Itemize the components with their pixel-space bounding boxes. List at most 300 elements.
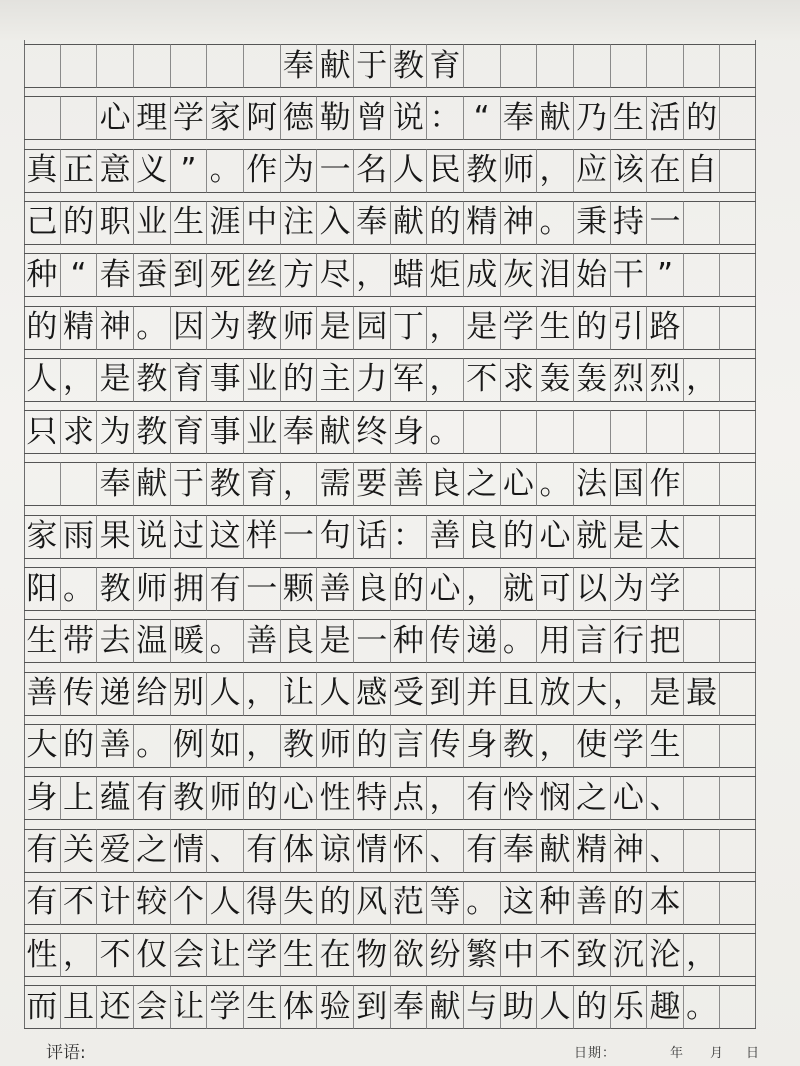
grid-row	[24, 724, 756, 768]
grid-cell: ，	[281, 462, 318, 506]
grid-cell: 验	[317, 985, 354, 1029]
grid-cell: 教	[171, 776, 208, 820]
grid-cell: 己	[24, 201, 61, 245]
grid-cell	[501, 410, 538, 454]
grid-cell	[720, 149, 756, 193]
grid-cell: 曾	[354, 96, 391, 140]
grid-cell: 物	[354, 933, 391, 977]
grid-cell: 较	[134, 881, 171, 925]
grid-cell: 一	[354, 619, 391, 663]
grid-cell: 意	[97, 149, 134, 193]
grid-cell: 善	[317, 567, 354, 611]
grid-cell	[684, 776, 721, 820]
grid-cell: 学	[501, 306, 538, 350]
grid-cell: ，	[61, 933, 98, 977]
grid-cell: 献	[134, 462, 171, 506]
grid-cell: 是	[611, 515, 648, 559]
grid-cell: 就	[501, 567, 538, 611]
grid-cell: 、	[647, 776, 684, 820]
grid-cell: 计	[97, 881, 134, 925]
grid-cell: 业	[134, 201, 171, 245]
grid-cell: 炬	[427, 253, 464, 297]
grid-cell: 奉	[501, 829, 538, 873]
grid-cell: 暖	[171, 619, 208, 663]
grid-cell: 为	[281, 149, 318, 193]
grid-cell: 奉	[354, 201, 391, 245]
grid-cell: 教	[134, 358, 171, 402]
grid-cell	[720, 462, 756, 506]
grid-cell: 。	[207, 149, 244, 193]
grid-cell: ”	[647, 253, 684, 297]
year-label: 年	[670, 1046, 685, 1061]
grid-cell	[720, 96, 756, 140]
grid-cell: 事	[207, 358, 244, 402]
grid-cell: 献	[537, 96, 574, 140]
grid-cell: 有	[464, 776, 501, 820]
grid-cell	[684, 567, 721, 611]
grid-cell: 的	[281, 358, 318, 402]
grid-cell: 成	[464, 253, 501, 297]
grid-cell: 业	[244, 358, 281, 402]
grid-cell: 、	[427, 829, 464, 873]
grid-cell: 别	[171, 672, 208, 716]
grid-cell	[24, 96, 61, 140]
grid-cell: 、	[647, 829, 684, 873]
grid-cell: 业	[244, 410, 281, 454]
grid-row	[24, 462, 756, 506]
grid-cell: 之	[134, 829, 171, 873]
grid-cell: 献	[317, 44, 354, 88]
grid-cell: 作	[244, 149, 281, 193]
grid-cell: 有	[244, 829, 281, 873]
grid-cell: 把	[647, 619, 684, 663]
grid-cell: 失	[281, 881, 318, 925]
grid-cell	[61, 462, 98, 506]
grid-cell: 之	[464, 462, 501, 506]
grid-row	[24, 96, 756, 140]
grid-cell: 的	[244, 776, 281, 820]
grid-cell	[684, 462, 721, 506]
grid-cell: 献	[317, 410, 354, 454]
grid-cell: ，	[354, 253, 391, 297]
grid-cell	[97, 44, 134, 88]
grid-cell	[24, 462, 61, 506]
grid-cell: 谅	[317, 829, 354, 873]
grid-cell: 传	[61, 672, 98, 716]
grid-row	[24, 201, 756, 245]
grid-cell	[537, 410, 574, 454]
grid-cell: 善	[391, 462, 428, 506]
grid-cell: 、	[207, 829, 244, 873]
grid-cell: 范	[391, 881, 428, 925]
grid-cell: 师	[207, 776, 244, 820]
grid-cell	[684, 306, 721, 350]
grid-cell: 学	[647, 567, 684, 611]
grid-cell: 为	[97, 410, 134, 454]
grid-cell: 雨	[61, 515, 98, 559]
grid-cell: 教	[97, 567, 134, 611]
grid-cell: 人	[537, 985, 574, 1029]
grid-cell: ，	[244, 724, 281, 768]
grid-cell	[171, 44, 208, 88]
grid-cell: 是	[647, 672, 684, 716]
grid-cell: 奉	[391, 985, 428, 1029]
grid-cell: 之	[574, 776, 611, 820]
grid-cell: 助	[501, 985, 538, 1029]
grid-cell: 。	[207, 619, 244, 663]
grid-cell: ，	[427, 358, 464, 402]
grid-cell: 点	[391, 776, 428, 820]
grid-row	[24, 776, 756, 820]
grid-cell: ，	[61, 358, 98, 402]
grid-cell: 的	[354, 724, 391, 768]
grid-cell	[134, 44, 171, 88]
grid-cell: 且	[61, 985, 98, 1029]
grid-cell	[720, 724, 756, 768]
grid-cell: 个	[171, 881, 208, 925]
grid-cell: ”	[171, 149, 208, 193]
grid-cell: 种	[24, 253, 61, 297]
grid-cell: 句	[317, 515, 354, 559]
grid-cell: 注	[281, 201, 318, 245]
grid-cell: 。	[134, 306, 171, 350]
grid-cell: 主	[317, 358, 354, 402]
grid-cell: 奉	[501, 96, 538, 140]
grid-cell: 还	[97, 985, 134, 1029]
grid-cell: 园	[354, 306, 391, 350]
grid-cell: 使	[574, 724, 611, 768]
month-label: 月	[710, 1046, 725, 1061]
grid-cell: 的	[684, 96, 721, 140]
grid-cell: ，	[244, 672, 281, 716]
grid-cell: 颗	[281, 567, 318, 611]
grid-cell: 不	[97, 933, 134, 977]
grid-cell: 死	[207, 253, 244, 297]
grid-cell: 过	[171, 515, 208, 559]
grid-cell	[684, 724, 721, 768]
grid-cell: 的	[24, 306, 61, 350]
grid-cell	[207, 44, 244, 88]
grid-cell	[611, 44, 648, 88]
grid-cell: 去	[97, 619, 134, 663]
grid-cell: 持	[611, 201, 648, 245]
grid-cell: 教	[281, 724, 318, 768]
grid-cell: 教	[464, 149, 501, 193]
grid-cell: 精	[61, 306, 98, 350]
grid-cell: 民	[427, 149, 464, 193]
grid-cell	[720, 829, 756, 873]
grid-row	[24, 567, 756, 611]
grid-cell: 家	[207, 96, 244, 140]
grid-cell: 繁	[464, 933, 501, 977]
grid-cell: 是	[97, 358, 134, 402]
grid-cell: 行	[611, 619, 648, 663]
grid-cell: 法	[574, 462, 611, 506]
grid-cell: 生	[647, 724, 684, 768]
grid-cell: 不	[464, 358, 501, 402]
grid-cell: 。	[537, 462, 574, 506]
grid-cell: 献	[537, 829, 574, 873]
grid-cell: 于	[354, 44, 391, 88]
grid-cell: 良	[281, 619, 318, 663]
grid-cell: 有	[24, 829, 61, 873]
grid-cell: 而	[24, 985, 61, 1029]
grid-cell: “	[61, 253, 98, 297]
grid-cell: 会	[171, 933, 208, 977]
grid-cell: 言	[391, 724, 428, 768]
grid-cell: 神	[501, 201, 538, 245]
grid-cell: 传	[427, 619, 464, 663]
grid-cell: 有	[207, 567, 244, 611]
grid-cell: 入	[317, 201, 354, 245]
grid-cell: 勒	[317, 96, 354, 140]
grid-cell: 放	[537, 672, 574, 716]
grid-cell: 是	[317, 619, 354, 663]
grid-cell: 路	[647, 306, 684, 350]
grid-cell: 与	[464, 985, 501, 1029]
grid-cell: 良	[354, 567, 391, 611]
grid-cell: 到	[171, 253, 208, 297]
grid-cell: 沦	[647, 933, 684, 977]
grid-cell: 人	[317, 672, 354, 716]
grid-cell: 性	[24, 933, 61, 977]
grid-row	[24, 619, 756, 663]
grid-cell: 的	[61, 201, 98, 245]
grid-cell: 生	[611, 96, 648, 140]
grid-cell: 求	[501, 358, 538, 402]
grid-cell: 。	[464, 881, 501, 925]
grid-cell: 师	[281, 306, 318, 350]
grid-cell: 学	[244, 933, 281, 977]
grid-cell: 中	[244, 201, 281, 245]
grid-cell: 趣	[647, 985, 684, 1029]
grid-cell: 学	[207, 985, 244, 1029]
grid-cell: 到	[354, 985, 391, 1029]
grid-cell: 善	[24, 672, 61, 716]
grid-cell: 在	[647, 149, 684, 193]
grid-cell	[720, 201, 756, 245]
grid-cell: 爱	[97, 829, 134, 873]
grid-row	[24, 985, 756, 1029]
grid-cell: 正	[61, 149, 98, 193]
grid-cell	[244, 44, 281, 88]
grid-cell: 如	[207, 724, 244, 768]
grid-row	[24, 881, 756, 925]
grid-cell: 学	[171, 96, 208, 140]
grid-cell: 秉	[574, 201, 611, 245]
grid-cell: 善	[574, 881, 611, 925]
grid-cell: 就	[574, 515, 611, 559]
grid-cell: 活	[647, 96, 684, 140]
grid-cell: 教	[134, 410, 171, 454]
grid-cell: 沉	[611, 933, 648, 977]
grid-cell: 蕴	[97, 776, 134, 820]
grid-cell: 求	[61, 410, 98, 454]
grid-cell: 奉	[97, 462, 134, 506]
day-label: 日	[746, 1046, 761, 1061]
grid-cell: 教	[207, 462, 244, 506]
grid-cell: 乐	[611, 985, 648, 1029]
grid-cell: 神	[611, 829, 648, 873]
grid-cell: 为	[207, 306, 244, 350]
grid-cell	[61, 44, 98, 88]
grid-row	[24, 933, 756, 977]
grid-cell: 的	[574, 306, 611, 350]
grid-cell: 力	[354, 358, 391, 402]
grid-cell	[720, 515, 756, 559]
grid-cell: 身	[464, 724, 501, 768]
grid-cell: 为	[611, 567, 648, 611]
grid-cell: 并	[464, 672, 501, 716]
grid-cell: ，	[684, 933, 721, 977]
grid-cell: 用	[537, 619, 574, 663]
grid-cell: 例	[171, 724, 208, 768]
grid-cell: 人	[391, 149, 428, 193]
grid-cell: 本	[647, 881, 684, 925]
grid-cell: 这	[207, 515, 244, 559]
grid-row	[24, 306, 756, 350]
grid-cell: 情	[171, 829, 208, 873]
grid-cell	[501, 44, 538, 88]
grid-cell: 说	[134, 515, 171, 559]
grid-cell: 让	[207, 933, 244, 977]
date-label: 日期：	[574, 1046, 617, 1061]
grid-cell: 种	[391, 619, 428, 663]
grid-cell: 心	[501, 462, 538, 506]
grid-cell: 学	[611, 724, 648, 768]
grid-cell: 义	[134, 149, 171, 193]
grid-cell: 中	[501, 933, 538, 977]
grid-cell: 献	[427, 985, 464, 1029]
grid-cell	[720, 410, 756, 454]
grid-cell: 言	[574, 619, 611, 663]
grid-cell: 乃	[574, 96, 611, 140]
grid-cell: 可	[537, 567, 574, 611]
grid-cell: 身	[24, 776, 61, 820]
grid-cell: 有	[134, 776, 171, 820]
grid-cell	[684, 619, 721, 663]
grid-cell	[720, 253, 756, 297]
grid-cell: 生	[171, 201, 208, 245]
grid-cell: 纷	[427, 933, 464, 977]
grid-cell: ：	[391, 515, 428, 559]
grid-cell: 话	[354, 515, 391, 559]
grid-cell: “	[464, 96, 501, 140]
grid-cell: 一	[317, 149, 354, 193]
sheet-footer	[0, 1034, 800, 1066]
grid-cell: 育	[244, 462, 281, 506]
grid-cell: 育	[427, 44, 464, 88]
grid-cell: 。	[61, 567, 98, 611]
grid-row	[24, 515, 756, 559]
grid-cell	[464, 44, 501, 88]
grid-cell: 体	[281, 829, 318, 873]
grid-cell: 因	[171, 306, 208, 350]
grid-cell: 人	[24, 358, 61, 402]
grid-cell	[574, 410, 611, 454]
grid-row	[24, 410, 756, 454]
grid-cell: 种	[537, 881, 574, 925]
grid-cell: 样	[244, 515, 281, 559]
grid-cell	[720, 306, 756, 350]
grid-cell: 。	[427, 410, 464, 454]
grid-cell: 终	[354, 410, 391, 454]
grid-cell: 心	[611, 776, 648, 820]
grid-cell: ，	[684, 358, 721, 402]
grid-cell: 烈	[611, 358, 648, 402]
grid-cell: 拥	[171, 567, 208, 611]
grid-cell: 特	[354, 776, 391, 820]
grid-cell: 干	[611, 253, 648, 297]
grid-cell: 的	[501, 515, 538, 559]
grid-cell: 的	[391, 567, 428, 611]
grid-cell: 的	[317, 881, 354, 925]
grid-cell: 一	[647, 201, 684, 245]
grid-cell: 太	[647, 515, 684, 559]
grid-cell	[684, 253, 721, 297]
grid-cell: 涯	[207, 201, 244, 245]
grid-cell: 生	[24, 619, 61, 663]
grid-cell: 悯	[537, 776, 574, 820]
grid-cell	[720, 933, 756, 977]
grid-cell: 的	[574, 985, 611, 1029]
grid-cell: 神	[97, 306, 134, 350]
grid-cell	[647, 44, 684, 88]
grid-cell: 。	[684, 985, 721, 1029]
grid-cell: 轰	[574, 358, 611, 402]
grid-cell: 阿	[244, 96, 281, 140]
grid-cell: 递	[464, 619, 501, 663]
grid-cell: 一	[281, 515, 318, 559]
grid-cell: 人	[207, 881, 244, 925]
grid-cell	[464, 410, 501, 454]
grid-cell: 心	[97, 96, 134, 140]
grid-row	[24, 829, 756, 873]
grid-cell: 是	[317, 306, 354, 350]
grid-cell: ，	[537, 724, 574, 768]
grid-cell: 始	[574, 253, 611, 297]
grid-cell: 于	[171, 462, 208, 506]
grid-cell: ：	[427, 96, 464, 140]
grid-cell: 大	[24, 724, 61, 768]
grid-cell: 最	[684, 672, 721, 716]
grid-cell: 传	[427, 724, 464, 768]
grid-cell: 精	[574, 829, 611, 873]
grid-cell: 家	[24, 515, 61, 559]
grid-cell: ，	[464, 567, 501, 611]
grid-cell: 教	[501, 724, 538, 768]
grid-cell: 且	[501, 672, 538, 716]
grid-cell: 上	[61, 776, 98, 820]
grid-cell: 泪	[537, 253, 574, 297]
grid-row	[24, 672, 756, 716]
grid-cell: ，	[537, 149, 574, 193]
grid-cell: 生	[537, 306, 574, 350]
grid-cell: ，	[611, 672, 648, 716]
grid-cell: 良	[464, 515, 501, 559]
grid-cell	[720, 44, 756, 88]
grid-cell: 善	[244, 619, 281, 663]
grid-cell: 尽	[317, 253, 354, 297]
grid-cell: 善	[97, 724, 134, 768]
grid-cell: 职	[97, 201, 134, 245]
grid-cell: 等	[427, 881, 464, 925]
grid-cell	[684, 829, 721, 873]
grid-cell: 师	[134, 567, 171, 611]
grid-cell: 体	[281, 985, 318, 1029]
grid-cell: 性	[317, 776, 354, 820]
grid-cell: 欲	[391, 933, 428, 977]
